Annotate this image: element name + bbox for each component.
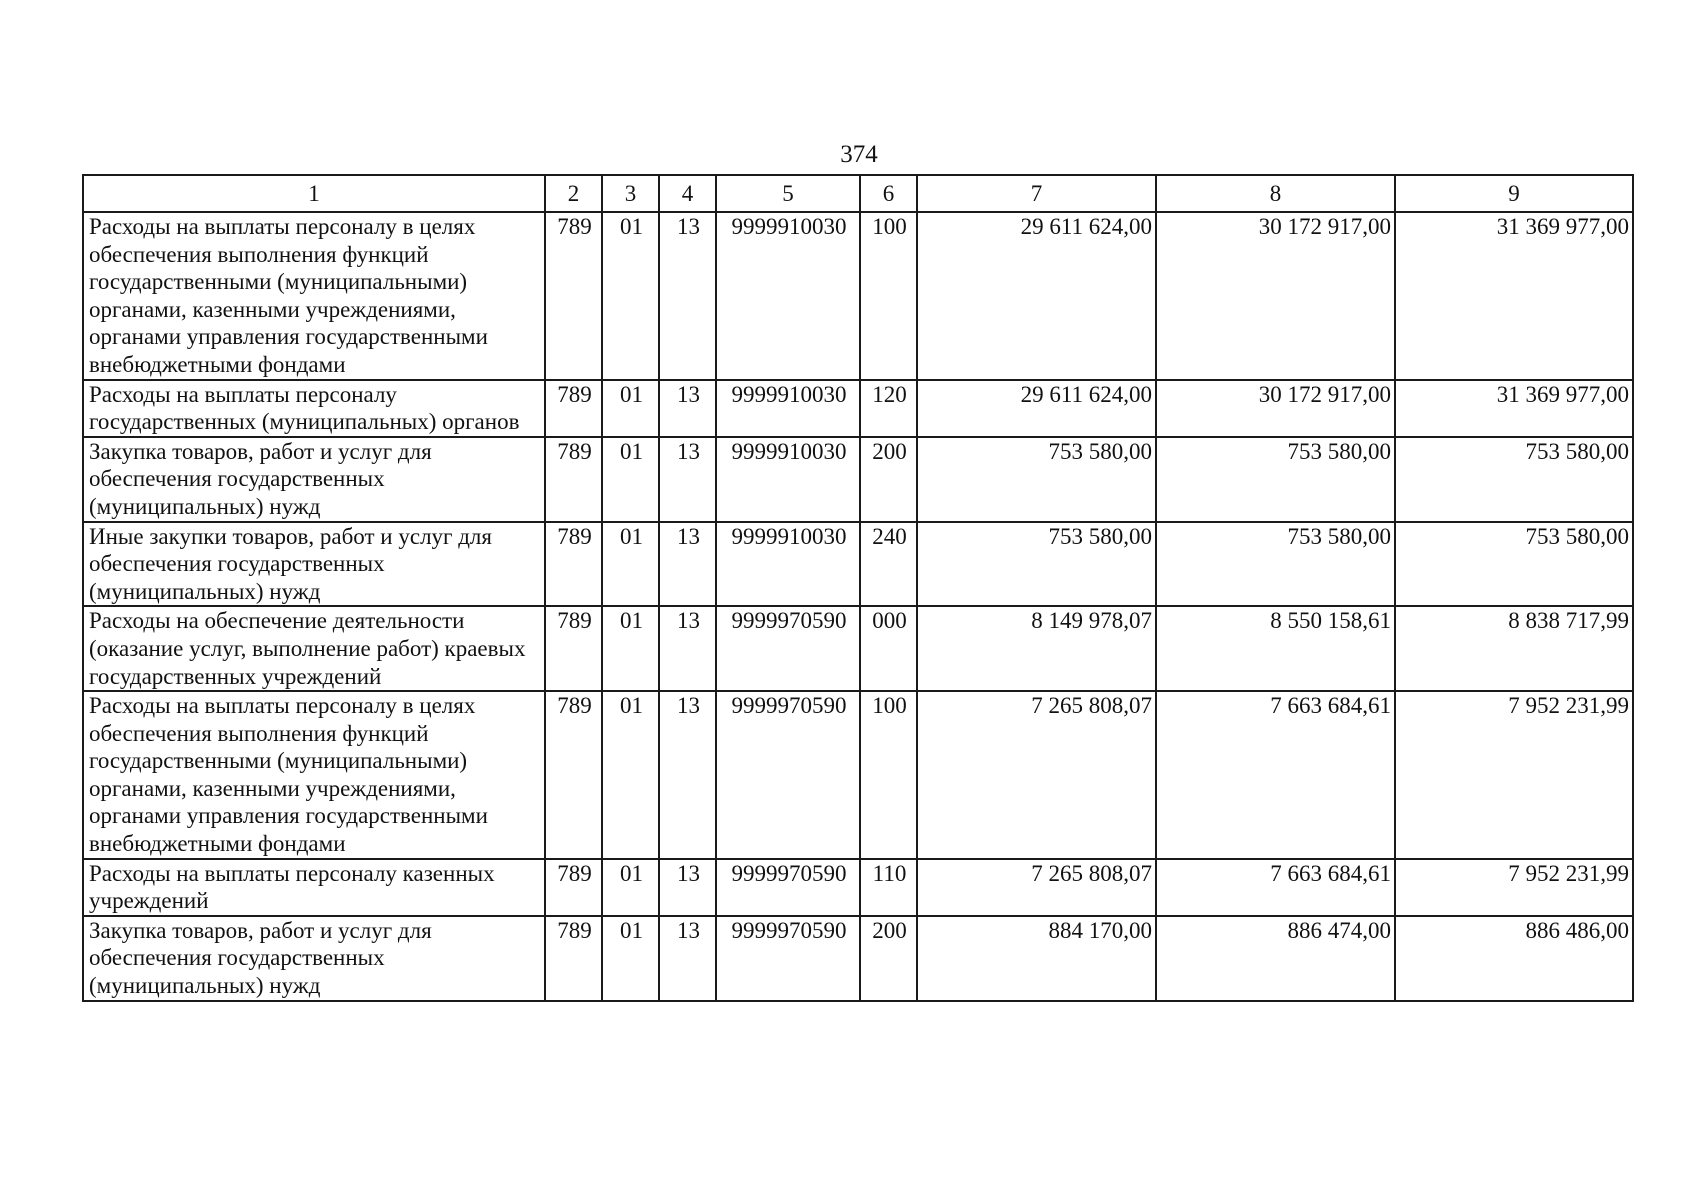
section-code-cell: 01 [602,380,659,437]
amount-year-2-cell: 7 663 684,61 [1156,691,1395,859]
amount-year-3-cell: 753 580,00 [1395,522,1633,607]
ministry-code-cell: 789 [545,859,602,916]
page-number: 374 [840,141,878,168]
ministry-code-cell: 789 [545,916,602,1001]
ministry-code-cell: 789 [545,380,602,437]
ministry-code-cell: 789 [545,212,602,380]
subsection-code-cell: 13 [659,606,716,691]
table-row [83,437,1633,522]
expense-type-cell: 000 [860,606,917,691]
table-row [83,606,1633,691]
subsection-code-cell: 13 [659,380,716,437]
section-code-cell: 01 [602,606,659,691]
target-article-cell: 9999910030 [716,437,860,522]
expense-name-cell: Расходы на выплаты персоналу казенных учреждений [83,859,545,916]
amount-year-3-cell: 7 952 231,99 [1395,691,1633,859]
target-article-cell: 9999910030 [716,380,860,437]
amount-year-2-cell: 753 580,00 [1156,522,1395,607]
section-code-cell: 01 [602,437,659,522]
target-article-cell: 9999970590 [716,691,860,859]
amount-year-2-cell: 886 474,00 [1156,916,1395,1001]
section-code-cell: 01 [602,212,659,380]
expense-type-cell: 100 [860,212,917,380]
expense-name-cell: Закупка товаров, работ и услуг для обеспечения государственных (муниципальных) нужд [83,916,545,1001]
column-number-header: 8 [1156,175,1395,212]
subsection-code-cell: 13 [659,522,716,607]
subsection-code-cell: 13 [659,916,716,1001]
expense-type-cell: 200 [860,437,917,522]
expense-type-cell: 200 [860,916,917,1001]
expense-name-cell: Расходы на выплаты персоналу государственных (муниципальных) органов [83,380,545,437]
amount-year-3-cell: 31 369 977,00 [1395,380,1633,437]
ministry-code-cell: 789 [545,437,602,522]
amount-year-1-cell: 7 265 808,07 [917,691,1156,859]
column-number-header: 9 [1395,175,1633,212]
expense-name-cell: Закупка товаров, работ и услуг для обеспечения государственных (муниципальных) нужд [83,437,545,522]
amount-year-2-cell: 7 663 684,61 [1156,859,1395,916]
column-number-header: 3 [602,175,659,212]
amount-year-2-cell: 30 172 917,00 [1156,212,1395,380]
budget-table [82,174,1634,1002]
expense-name-cell: Расходы на выплаты персоналу в целях обеспечения выполнения функций государственными (муниципальными) органами, казенными учреждениями, органами управления государственными внебюджетными фондами [83,212,545,380]
ministry-code-cell: 789 [545,691,602,859]
column-number-header: 5 [716,175,860,212]
amount-year-1-cell: 29 611 624,00 [917,380,1156,437]
subsection-code-cell: 13 [659,859,716,916]
table-row [83,522,1633,607]
section-code-cell: 01 [602,522,659,607]
amount-year-1-cell: 753 580,00 [917,437,1156,522]
expense-name-cell: Расходы на обеспечение деятельности (оказание услуг, выполнение работ) краевых государственных учреждений [83,606,545,691]
column-number-header: 4 [659,175,716,212]
section-code-cell: 01 [602,859,659,916]
section-code-cell: 01 [602,916,659,1001]
table-row [83,916,1633,1001]
subsection-code-cell: 13 [659,691,716,859]
expense-name-cell: Расходы на выплаты персоналу в целях обеспечения выполнения функций государственными (муниципальными) органами, казенными учреждениями, органами управления государственными внебюджетными фондами [83,691,545,859]
expense-name-cell: Иные закупки товаров, работ и услуг для обеспечения государственных (муниципальных) нужд [83,522,545,607]
target-article-cell: 9999970590 [716,606,860,691]
column-number-header: 1 [83,175,545,212]
amount-year-3-cell: 886 486,00 [1395,916,1633,1001]
amount-year-3-cell: 31 369 977,00 [1395,212,1633,380]
table-row [83,380,1633,437]
amount-year-2-cell: 30 172 917,00 [1156,380,1395,437]
amount-year-1-cell: 753 580,00 [917,522,1156,607]
ministry-code-cell: 789 [545,606,602,691]
expense-type-cell: 240 [860,522,917,607]
column-number-header: 6 [860,175,917,212]
column-number-header-row [83,175,1633,212]
amount-year-1-cell: 8 149 978,07 [917,606,1156,691]
amount-year-1-cell: 7 265 808,07 [917,859,1156,916]
subsection-code-cell: 13 [659,212,716,380]
expense-type-cell: 100 [860,691,917,859]
expense-type-cell: 120 [860,380,917,437]
amount-year-3-cell: 753 580,00 [1395,437,1633,522]
table-row [83,212,1633,380]
amount-year-3-cell: 8 838 717,99 [1395,606,1633,691]
ministry-code-cell: 789 [545,522,602,607]
amount-year-3-cell: 7 952 231,99 [1395,859,1633,916]
subsection-code-cell: 13 [659,437,716,522]
section-code-cell: 01 [602,691,659,859]
amount-year-2-cell: 753 580,00 [1156,437,1395,522]
expense-type-cell: 110 [860,859,917,916]
amount-year-1-cell: 29 611 624,00 [917,212,1156,380]
target-article-cell: 9999970590 [716,859,860,916]
target-article-cell: 9999910030 [716,212,860,380]
column-number-header: 7 [917,175,1156,212]
table-row [83,859,1633,916]
amount-year-2-cell: 8 550 158,61 [1156,606,1395,691]
target-article-cell: 9999970590 [716,916,860,1001]
column-number-header: 2 [545,175,602,212]
amount-year-1-cell: 884 170,00 [917,916,1156,1001]
target-article-cell: 9999910030 [716,522,860,607]
table-row [83,691,1633,859]
